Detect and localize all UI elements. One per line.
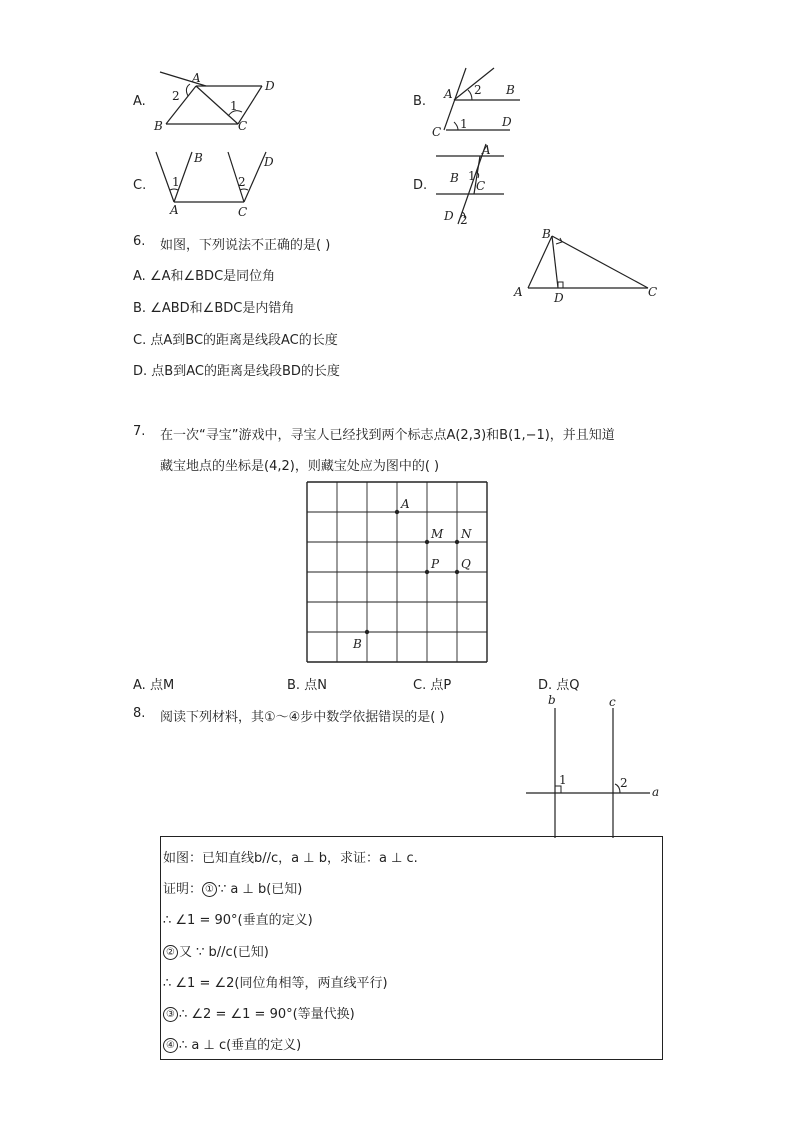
q5b-label-b: B (506, 83, 515, 97)
q7-option-b-key: B. (287, 678, 301, 693)
q5-option-a-key: A. (133, 94, 146, 109)
q6-number: 6. (133, 234, 146, 249)
q8-figure (520, 692, 670, 838)
q7-option-b-text: 点N (304, 678, 327, 693)
step-1-marker: ① (202, 882, 217, 897)
q6-option-b (133, 297, 294, 316)
q6-label-c: C (648, 285, 658, 299)
proof-text-6: ∴ a ⊥ c(垂直的定义) (179, 1038, 302, 1053)
proof-text-5: ∴ ∠2 = ∠1 = 90°(等量代换) (179, 1007, 355, 1022)
q6-option-d (133, 360, 340, 379)
q6-option-a-text: ∠A和∠BDC是同位角 (149, 269, 276, 284)
q6-label-a: A (514, 285, 523, 299)
step-3-marker: ③ (163, 1007, 178, 1022)
q6-option-d-key: D. (133, 364, 148, 379)
q5-option-c-key: C. (133, 178, 147, 193)
grid-point-label-q: Q (461, 557, 471, 571)
step-4-marker: ④ (163, 1038, 178, 1053)
q7-number: 7. (133, 424, 146, 439)
q7-grid-points (352, 497, 472, 651)
grid-point-q (455, 570, 459, 574)
grid-point-a (395, 510, 399, 514)
q5c-label-b: B (194, 151, 203, 165)
q5-option-d-key: D. (413, 178, 428, 193)
proof-line-4: ∴ ∠1 = ∠2(同位角相等，两直线平行) (163, 976, 388, 991)
grid-point-label-m: M (431, 527, 444, 541)
grid-point-m (425, 540, 429, 544)
q5b-label-d: D (502, 115, 512, 129)
q7-option-c (413, 674, 451, 693)
q7-option-d (538, 674, 580, 693)
grid-point-label-p: P (431, 557, 440, 571)
q5-figure-b (428, 64, 528, 140)
q6-option-a (133, 265, 275, 284)
q8-angle-1: 1 (559, 773, 567, 787)
q5c-angle-2: 2 (238, 175, 246, 189)
proof-text-3: 又 ∵ b//c(已知) (179, 945, 269, 960)
q5d-label-d: D (444, 209, 454, 223)
q5-figure-c (150, 148, 280, 220)
q8-angle-2: 2 (620, 776, 628, 790)
q8-label-c: c (609, 695, 616, 709)
q5-figure-a (150, 70, 290, 132)
q7-option-b (287, 674, 327, 693)
q6-option-d-text: 点B到AC的距离是线段BD的长度 (151, 364, 340, 379)
q5-figure-d (430, 142, 510, 228)
q6-label-d: D (554, 291, 564, 305)
q7-option-c-key: C. (413, 678, 427, 693)
q8-stem: 阅读下列材料，其①～④步中数学依据错误的是( ) (160, 710, 445, 725)
grid-point-label-n: N (461, 527, 472, 541)
grid-point-label-b: B (353, 637, 362, 651)
q5c-label-d: D (264, 155, 274, 169)
q5d-label-c: C (476, 179, 486, 193)
q6-option-a-key: A. (133, 269, 146, 284)
q8-proof-box (160, 836, 663, 1060)
q7-grid-figure (300, 476, 496, 666)
q5c-label-c: C (238, 205, 248, 219)
q7-grid-lines (307, 482, 487, 662)
q5a-label-c: C (238, 119, 248, 132)
q8-label-b: b (548, 693, 556, 707)
q7-stem-line2: 藏宝地点的坐标是(4,2)，则藏宝处应为图中的( ) (160, 459, 440, 474)
q6-option-c (133, 329, 338, 348)
q5d-label-b: B (450, 171, 459, 185)
q7-option-c-text: 点P (430, 678, 452, 693)
q5c-angle-1: 1 (172, 175, 180, 189)
q5a-label-d: D (265, 79, 275, 93)
q6-option-c-text: 点A到BC的距离是线段AC的长度 (150, 333, 338, 348)
q6-option-b-key: B. (133, 301, 147, 316)
q7-option-d-text: 点Q (556, 678, 580, 693)
proof-text-1: ∵ a ⊥ b(已知) (218, 882, 303, 897)
q5a-label-a: A (192, 71, 201, 85)
q5d-label-a: A (482, 143, 491, 157)
proof-line-1 (163, 878, 302, 897)
q5c-label-a: A (170, 203, 179, 217)
q5b-angle-1: 1 (460, 117, 468, 131)
proof-line-3 (163, 941, 269, 960)
q8-label-a: a (652, 785, 660, 799)
grid-point-p (425, 570, 429, 574)
q5d-angle-1: 1 (468, 169, 476, 183)
step-2-marker: ② (163, 945, 178, 960)
q5a-angle-2: 2 (172, 89, 180, 103)
q5b-label-c: C (432, 125, 442, 139)
q5a-angle-1: 1 (230, 99, 238, 113)
proof-line-5 (163, 1003, 355, 1022)
q5a-label-b: B (154, 119, 163, 132)
q7-option-a-text: 点M (149, 678, 175, 693)
grid-point-b (365, 630, 369, 634)
q7-option-d-key: D. (538, 678, 553, 693)
q7-option-a-key: A. (133, 678, 146, 693)
q6-option-b-text: ∠ABD和∠BDC是内错角 (150, 301, 295, 316)
grid-point-label-a: A (401, 497, 410, 511)
proof-prefix: 证明： (163, 882, 203, 897)
q5d-angle-2: 2 (460, 213, 468, 227)
q6-label-b: B (542, 227, 551, 241)
proof-line-0: 如图：已知直线b//c，a ⊥ b，求证：a ⊥ c. (163, 851, 418, 866)
q6-stem: 如图，下列说法不正确的是( ) (160, 238, 331, 253)
q6-option-c-key: C. (133, 333, 147, 348)
q5b-angle-2: 2 (474, 83, 482, 97)
grid-point-n (455, 540, 459, 544)
q7-option-a (133, 674, 174, 693)
q5-option-b-key: B. (413, 94, 427, 109)
proof-line-6 (163, 1034, 301, 1053)
q5b-label-a: A (444, 87, 453, 101)
q6-figure (508, 224, 668, 306)
q8-number: 8. (133, 706, 146, 721)
q7-stem-line1: 在一次“寻宝”游戏中，寻宝人已经找到两个标志点A(2,3)和B(1,−1)，并且知道 (160, 428, 615, 443)
proof-line-2: ∴ ∠1 = 90°(垂直的定义) (163, 913, 313, 928)
